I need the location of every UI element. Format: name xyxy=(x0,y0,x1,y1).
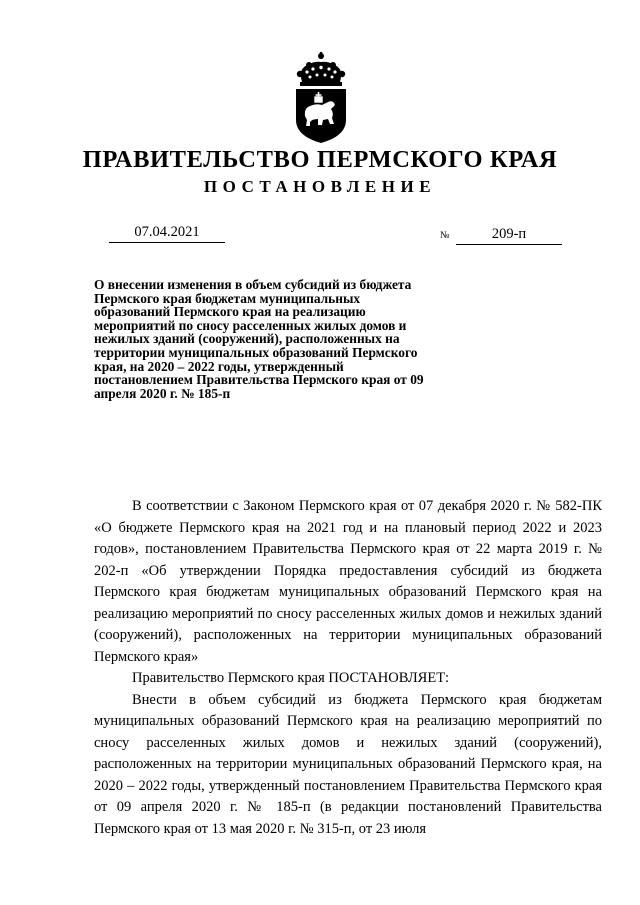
number-sign: № xyxy=(440,230,450,241)
paragraph-resolves: Правительство Пермского края ПОСТАНОВЛЯЕТ: xyxy=(132,670,450,686)
paragraph-preamble: В соответствии с Законом Пермского края от 07 декабря 2020 г. № 582-ПК «О бюджете Пермского края на 2021 год и на плановый период 2022 и 2023 годов», постановлением Правительства Пермского края от 22 марта 2019 г. № 202-п «Об утверждении Порядка предоставления субсидий из бюджета Пермского края бюджетам муниципальных образований Пермского края на реализацию мероприятий по сносу расселенных жилых домов и нежилых зданий (сооружений), расположенных на территории муниципальных образований Пермского края» xyxy=(94,498,602,665)
document-body xyxy=(94,496,602,840)
document-date xyxy=(109,224,225,243)
paragraph-decision: Внести в объем субсидий из бюджета Пермского края бюджетам муниципальных образований Пермского края на реализацию мероприятий по сносу расселенных жилых домов и нежилых зданий (сооружений), расположенных на территории муниципальных образований Пермского края, на 2020 – 2022 годы, утвержденный постановлением Правительства Пермского края от 09 апреля 2020 г. № 185-п (в редакции постановлений Правительства Пермского края от 13 мая 2020 г. № 315-п, от 23 июля xyxy=(94,691,602,837)
date-value: 07.04.2021 xyxy=(109,224,225,243)
government-title: ПРАВИТЕЛЬСТВО ПЕРМСКОГО КРАЯ xyxy=(82,146,558,173)
document-type: ПОСТАНОВЛЕНИЕ xyxy=(203,177,437,196)
coat-of-arms-icon xyxy=(290,52,352,144)
document-heading: О внесении изменения в объем субсидий из бюджета Пермского края бюджетам муниципальных образований Пермского края на реализацию мероприятий по сносу расселенных жилых домов и нежилых зданий (сооружений), расположенных на территории муниципальных образований Пермского края, на 2020 – 2022 годы, утвержденный постановлением Правительства Пермского края от 09 апреля 2020 г. № 185-п xyxy=(94,277,424,401)
number-value: 209-п xyxy=(456,226,562,245)
